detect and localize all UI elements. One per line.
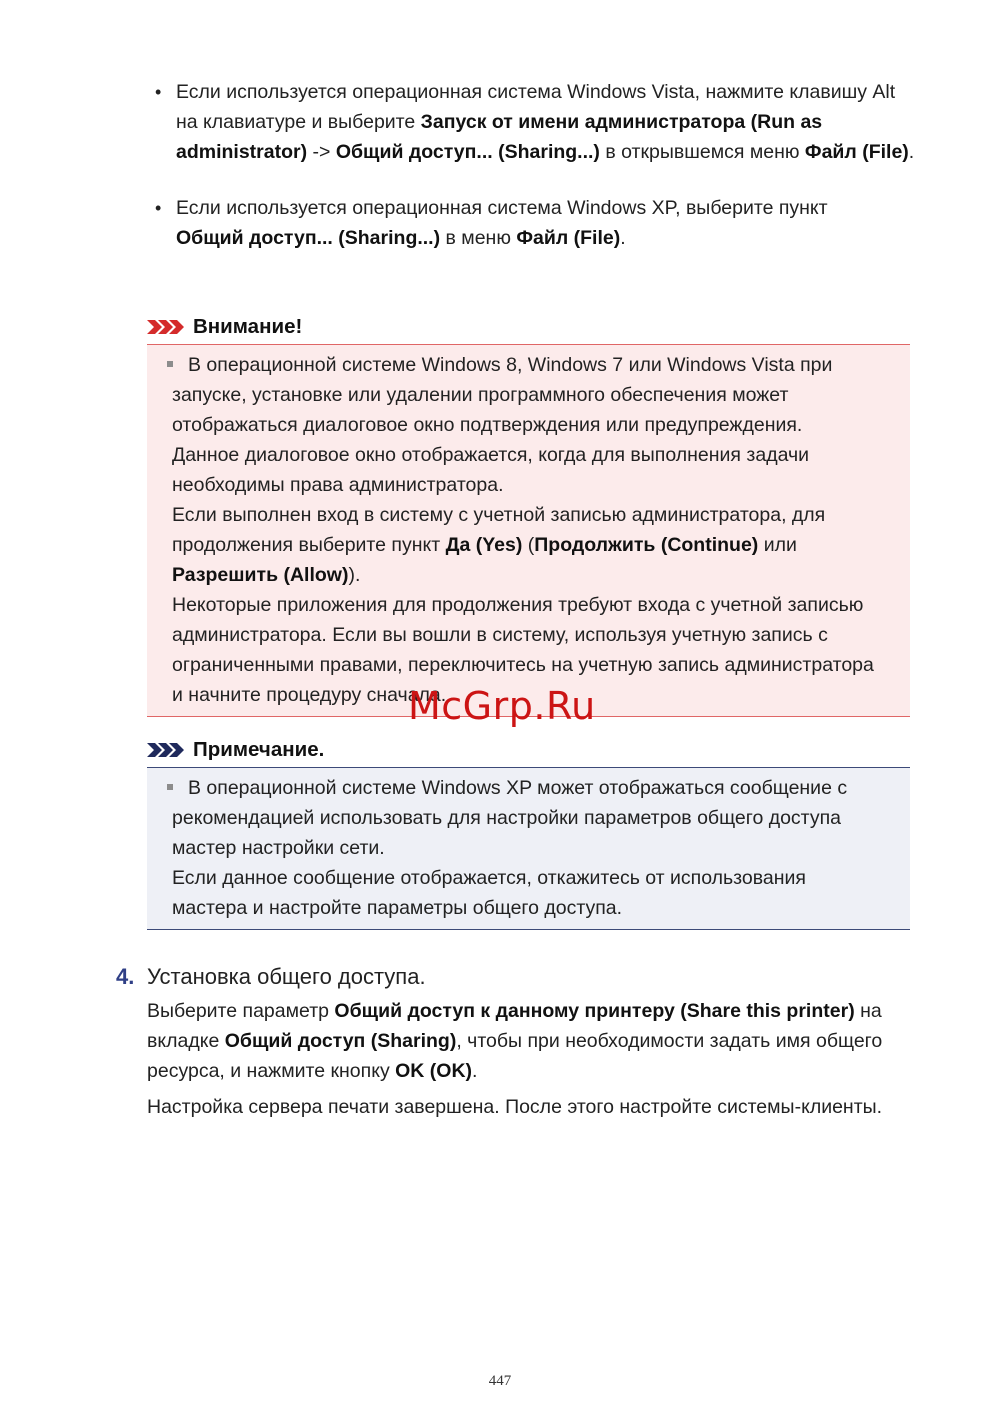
text-line: Данное диалоговое окно отображается, когда для выполнения задачи xyxy=(172,444,810,466)
bold-span: Да (Yes) xyxy=(445,534,523,556)
text-span: . xyxy=(620,227,626,249)
text-span: продолжения выберите пункт xyxy=(172,534,446,556)
bold-span: Файл (File) xyxy=(804,141,909,163)
warning-header xyxy=(147,310,910,344)
page-number: 447 xyxy=(488,1373,512,1389)
bold-span: Файл (File) xyxy=(516,227,621,249)
text-line: и начните процедуру сначала. xyxy=(172,684,447,706)
text-line: запуске, установке или удалении программного обеспечения может xyxy=(172,384,789,406)
text-line: мастера и настройте параметры общего доступа. xyxy=(172,897,623,919)
square-bullet-icon xyxy=(167,784,173,790)
bold-span: Общий доступ (Sharing) xyxy=(224,1030,457,1052)
text-line: необходимы права администратора. xyxy=(172,474,504,496)
text-line: Если данное сообщение отображается, откажитесь от использования xyxy=(172,867,806,889)
note-header xyxy=(147,733,910,767)
warning-title: Внимание! xyxy=(193,315,303,338)
bold-span: Запуск от имени администратора (Run as administrator) xyxy=(176,111,823,163)
bold-span: Продолжить (Continue) xyxy=(534,534,759,556)
text-line: Некоторые приложения для продолжения требуют входа с учетной записью xyxy=(172,594,864,616)
text-span: ( xyxy=(522,534,535,556)
text-span: ). xyxy=(348,564,361,586)
text-line: рекомендацией использовать для настройки параметров общего доступа xyxy=(172,807,841,829)
text-line: В операционной системе Windows 8, Windows 7 или Windows Vista при xyxy=(188,354,833,376)
bullet-dot: • xyxy=(155,198,162,218)
text-line: мастер настройки сети. xyxy=(172,837,385,859)
note-body xyxy=(147,767,910,930)
step-paragraph: Настройка сервера печати завершена. После этого настройте системы-клиенты. xyxy=(147,1096,883,1118)
text-line xyxy=(172,530,900,560)
text-span: . xyxy=(908,141,915,163)
step-paragraph xyxy=(147,996,917,1086)
text-span: на вкладке xyxy=(147,1000,882,1052)
text-span: , чтобы при необходимости задать имя общего ресурса, и нажмите кнопку xyxy=(147,1030,883,1082)
watermark: McGrp.Ru xyxy=(408,684,596,728)
text-line xyxy=(172,560,900,590)
warning-arrows-icon xyxy=(147,319,185,335)
note-callout xyxy=(147,733,910,930)
bullet-item-vista xyxy=(155,77,916,167)
text-line: администратора. Если вы вошли в систему, используя учетную запись с xyxy=(172,624,828,646)
step-number: 4. xyxy=(116,964,135,989)
bold-span: Разрешить (Allow) xyxy=(172,564,349,586)
text-line: В операционной системе Windows XP может отображаться сообщение с xyxy=(188,777,848,799)
text-line: Если выполнен вход в систему с учетной записью администратора, для xyxy=(172,504,826,526)
step-4 xyxy=(116,958,916,1122)
bold-span: Общий доступ... (Sharing...) xyxy=(176,227,441,249)
step-body xyxy=(147,996,917,1122)
bold-span: OK (OK) xyxy=(395,1060,473,1082)
note-title: Примечание. xyxy=(193,738,325,761)
text-span: Если используется операционная система Windows XP, выберите пункт xyxy=(176,197,828,219)
warning-callout xyxy=(147,310,910,717)
square-bullet-icon xyxy=(167,361,173,367)
bullet-item-xp xyxy=(155,193,876,253)
bold-span: Общий доступ к данному принтеру (Share this printer) xyxy=(334,1000,855,1022)
text-span: или xyxy=(758,534,797,556)
bullet-list xyxy=(155,77,915,253)
bold-span: Общий доступ... (Sharing...) xyxy=(335,141,600,163)
step-heading xyxy=(116,958,916,996)
text-span: -> xyxy=(307,141,336,163)
text-span: в открывшемся меню xyxy=(599,141,805,163)
text-span: Выберите параметр xyxy=(147,1000,335,1022)
text-line: отображаться диалоговое окно подтверждения или предупреждения. xyxy=(172,414,803,436)
text-line: ограниченными правами, переключитесь на учетную запись администратора xyxy=(172,654,874,676)
bullet-dot: • xyxy=(155,82,162,102)
text-span: в меню xyxy=(440,227,517,249)
text-span: Если используется операционная система Windows Vista, нажмите клавишу Alt на клавиатуре и выберите xyxy=(176,81,896,133)
note-arrows-icon xyxy=(147,742,185,758)
step-title: Установка общего доступа. xyxy=(147,964,426,989)
text-span: . xyxy=(472,1060,478,1082)
warning-body xyxy=(147,344,910,717)
